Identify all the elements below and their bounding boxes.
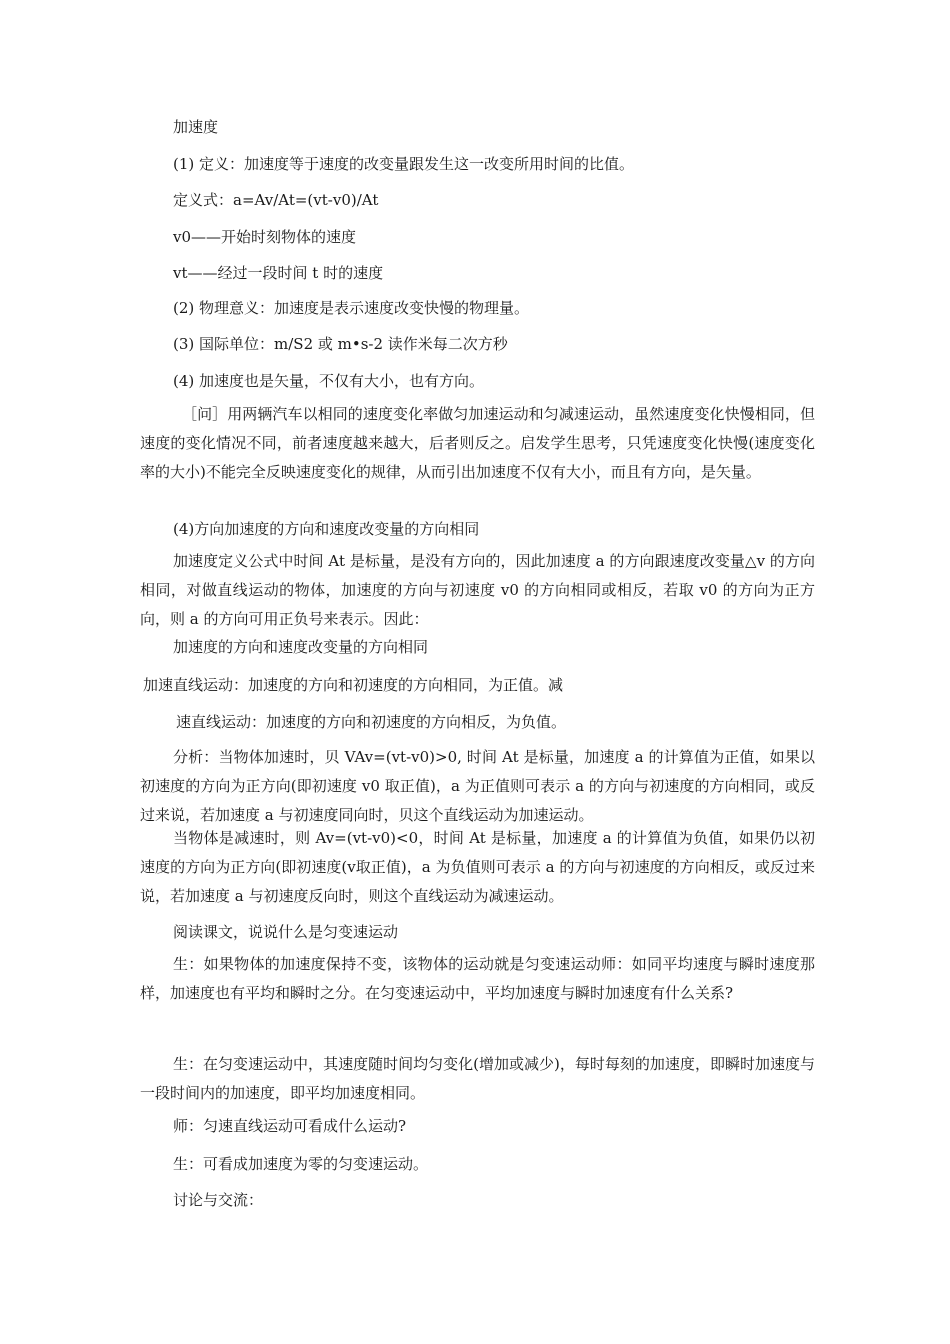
question-paragraph: ［问］用两辆汽车以相同的速度变化率做匀加速运动和匀减速运动，虽然速度变化快慢相同，但速度的变化情况不同，前者速度越来越大，后者则反之。启发学生思考，只凭速度变化快慢(速度变化率的大小)不能完全反映速度变化的规律，从而引出加速度不仅有大小，而且有方向，是矢量。	[140, 405, 815, 481]
deceleration-line: 速直线运动：加速度的方向和初速度的方向相反，为负值。	[176, 713, 567, 731]
teacher-question: 师：匀速直线运动可看成什么运动?	[173, 1117, 407, 1135]
vt-description: vt——经过一段时间 t 时的速度	[173, 264, 384, 282]
direction-heading: (4)方向加速度的方向和速度改变量的方向相同	[173, 520, 480, 538]
analysis-deceleration-paragraph: 当物体是减速时，则 Av=(vt-v0)<0，时间 At 是标量，加速度 a 的计算值为负值，如果仍以初速度的方向为正方向(即初速度(v取正值)，a 为负值则可表示 a 的方向与初速度的方向相反，或反过来说，若加速度 a 与初速度反向时，则这个直线运动为减速运动。	[140, 829, 815, 905]
v0-description: v0——开始时刻物体的速度	[173, 228, 357, 246]
student-answer-3: 生：可看成加速度为零的匀变速运动。	[173, 1155, 429, 1173]
section-title: 加速度	[173, 118, 219, 136]
vector-line: (4) 加速度也是矢量，不仅有大小，也有方向。	[173, 372, 485, 390]
definition-line: (1) 定义：加速度等于速度的改变量跟发生这一改变所用时间的比值。	[173, 155, 635, 173]
direction-summary: 加速度的方向和速度改变量的方向相同	[173, 638, 429, 656]
student-answer-1: 生：如果物体的加速度保持不变，该物体的运动就是匀变速运动师：如同平均速度与瞬时速度那样，加速度也有平均和瞬时之分。在匀变速运动中，平均加速度与瞬时加速度有什么关系?	[140, 955, 815, 1002]
discussion-heading: 讨论与交流：	[173, 1191, 264, 1209]
reading-prompt: 阅读课文，说说什么是匀变速运动	[173, 923, 399, 941]
student-answer-2: 生：在匀变速运动中，其速度随时间均匀变化(增加或减少)，每时每刻的加速度，即瞬时加速度与一段时间内的加速度，即平均加速度相同。	[140, 1055, 815, 1102]
si-unit-line: (3) 国际单位：m/S2 或 m•s-2 读作米每二次方秒	[173, 335, 508, 353]
physical-meaning-line: (2) 物理意义：加速度是表示速度改变快慢的物理量。	[173, 299, 530, 317]
acceleration-line: 加速直线运动：加速度的方向和初速度的方向相同，为正值。减	[143, 676, 564, 694]
formula-line: 定义式：a=Av/At=(vt-v0)/At	[173, 191, 379, 209]
direction-paragraph: 加速度定义公式中时间 At 是标量，是没有方向的，因此加速度 a 的方向跟速度改变量△v 的方向相同，对做直线运动的物体，加速度的方向与初速度 v0 的方向相同或相反，若取 v0 的方向为正方向，则 a 的方向可用正负号来表示。因此：	[140, 552, 815, 628]
analysis-acceleration-paragraph: 分析：当物体加速时，贝 VAv=(vt-v0)>0, 时间 At 是标量，加速度 a 的计算值为正值，如果以初速度的方向为正方向(即初速度 v0 取正值)，a 为正值则可表示 a 的方向与初速度的方向相同，或反过来说，若加速度 a 与初速度同向时，贝这个直线运动为加速运动。	[140, 748, 815, 824]
